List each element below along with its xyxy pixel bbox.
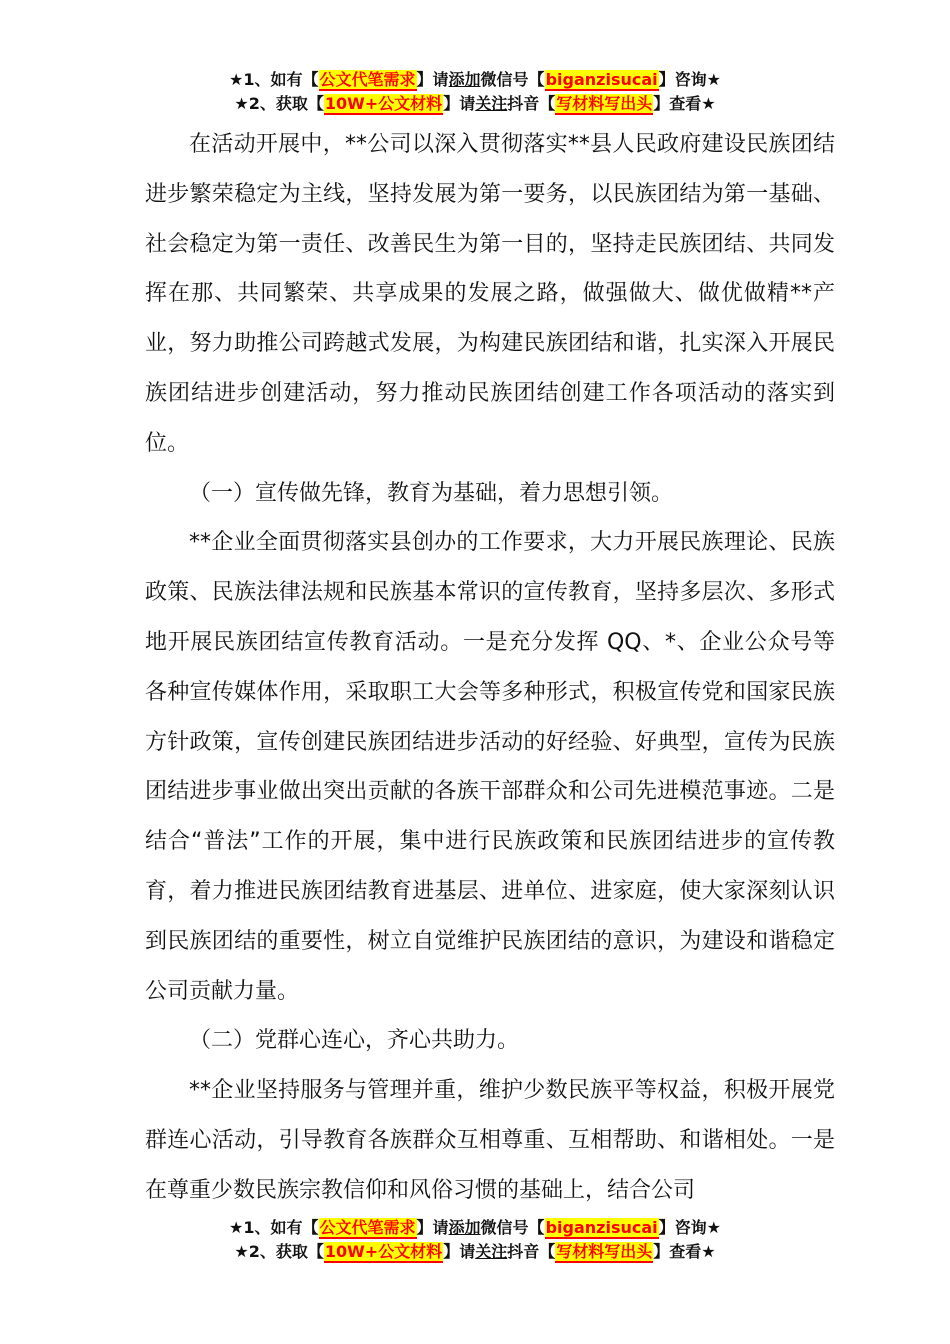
- highlight-materials: 10W+公文材料: [324, 1242, 443, 1261]
- banner-line-1: ★1、如有【公文代笔需求】请添加微信号【biganzisucai】咨询★: [229, 1218, 721, 1237]
- highlight-service: 公文代笔需求: [319, 70, 416, 89]
- highlight-douyin-account: 写材料写出头: [556, 94, 653, 113]
- highlight-wechat-id: biganzisucai: [545, 1218, 658, 1237]
- star-icon: ★: [229, 70, 244, 89]
- banner-line-2: ★2、获取【10W+公文材料】请关注抖音【写材料写出头】查看★: [234, 1242, 716, 1261]
- banner-line-1: ★1、如有【公文代笔需求】请添加微信号【biganzisucai】咨询★: [229, 70, 721, 89]
- paragraph-section-2: **企业坚持服务与管理并重，维护少数民族平等权益，积极开展党群连心活动，引导教育各族群众互相尊重、互相帮助、和谐相处。一是在尊重少数民族宗教信仰和风俗习惯的基础上，结合公司: [145, 1078, 835, 1203]
- star-icon: ★: [234, 1242, 249, 1261]
- highlight-materials: 10W+公文材料: [324, 94, 443, 113]
- highlight-douyin-account: 写材料写出头: [556, 1242, 653, 1261]
- paragraph-intro: 在活动开展中，**公司以深入贯彻落实**县人民政府建设民族团结进步繁荣稳定为主线，坚持发展为第一要务，以民族团结为第一基础、社会稳定为第一责任、改善民生为第一目的，坚持走民族团结、共同发挥在那、共同繁荣、共享成果的发展之路，做强做大、做优做精**产业，努力助推公司跨越式发展，为构建民族团结和谐，扎实深入开展民族团结进步创建活动，努力推动民族团结创建工作各项活动的落实到位。: [145, 132, 835, 456]
- footer-banner: [0, 1216, 950, 1264]
- highlight-wechat-id: biganzisucai: [545, 70, 658, 89]
- section-heading-2: （二）党群心连心，齐心共助力。: [189, 1028, 520, 1054]
- star-icon: ★: [229, 1218, 244, 1237]
- paragraph-section-1: **企业全面贯彻落实县创办的工作要求，大力开展民族理论、民族政策、民族法律法规和民族基本常识的宣传教育，坚持多层次、多形式地开展民族团结宣传教育活动。一是充分发挥 QQ、*、企业公众号等各种宣传媒体作用，采取职工大会等多种形式，积极宣传党和国家民族方针政策，宣传创建民族团结进步活动的好经验、好典型，宣传为民族团结进步事业做出突出贡献的各族干部群众和公司先进模范事迹。二是结合“普法”工作的开展，集中进行民族政策和民族团结进步的宣传教育，着力推进民族团结教育进基层、进单位、进家庭，使大家深刻认识到民族团结的重要性，树立自觉维护民族团结的意识，为建设和谐稳定公司贡献力量。: [145, 530, 835, 1004]
- document-body: [145, 120, 835, 1216]
- star-icon: ★: [234, 94, 249, 113]
- section-heading-1: （一）宣传做先锋，教育为基础，着力思想引领。: [189, 480, 674, 506]
- highlight-service: 公文代笔需求: [319, 1218, 416, 1237]
- banner-line-2: ★2、获取【10W+公文材料】请关注抖音【写材料写出头】查看★: [234, 94, 716, 113]
- header-banner: [0, 68, 950, 116]
